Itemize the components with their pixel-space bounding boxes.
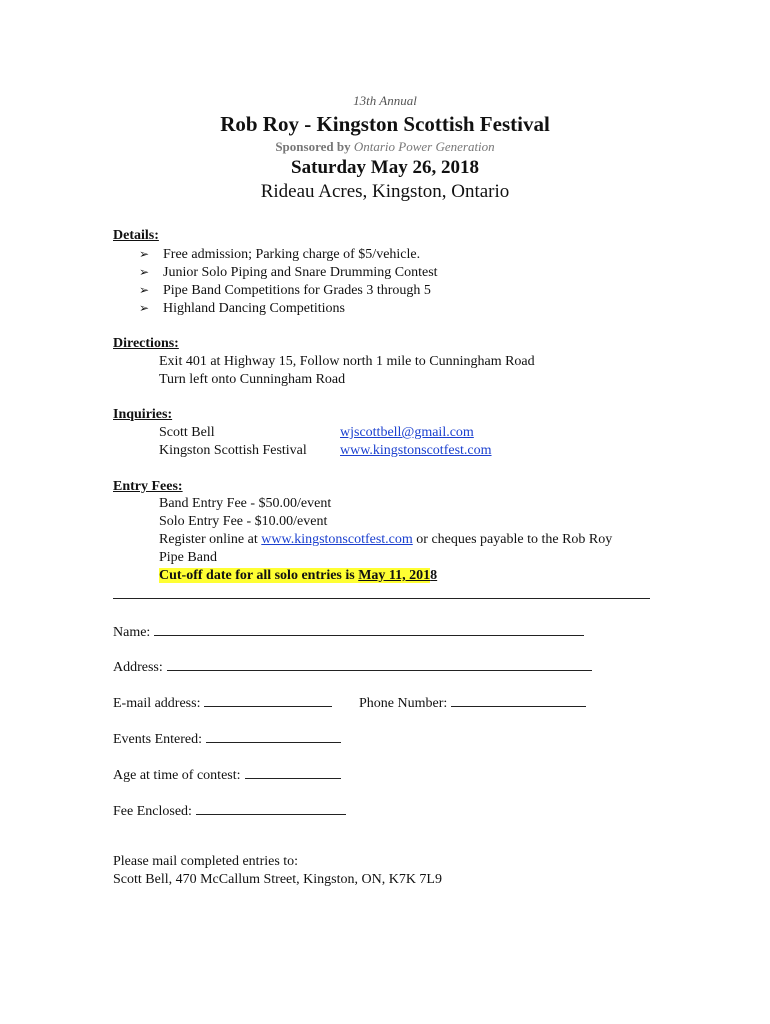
events-field[interactable] xyxy=(206,728,341,743)
inquiries-heading: Inquiries: xyxy=(113,407,173,422)
page-title: Rob Roy - Kingston Scottish Festival xyxy=(220,112,550,136)
arrow-bullet-icon: ➢ xyxy=(139,265,150,279)
section-divider xyxy=(113,598,650,599)
register-prefix: Register online at xyxy=(159,532,258,547)
details-item-text: Pipe Band Competitions for Grades 3 through 5 xyxy=(163,283,431,298)
age-field[interactable] xyxy=(245,764,341,779)
fee-row xyxy=(113,800,346,820)
email-field[interactable] xyxy=(204,692,332,707)
details-item xyxy=(139,299,345,318)
details-item xyxy=(139,263,438,282)
details-item xyxy=(139,281,431,300)
email-row xyxy=(113,692,332,712)
phone-row xyxy=(359,692,586,712)
cutoff-notice xyxy=(159,567,437,585)
arrow-bullet-icon: ➢ xyxy=(139,301,150,315)
details-item-text: Junior Solo Piping and Snare Drumming Contest xyxy=(163,265,438,280)
sponsor-line xyxy=(0,139,770,155)
edition-label: 13th Annual xyxy=(353,93,417,108)
mailing-instruction: Please mail completed entries to: xyxy=(113,854,299,869)
arrow-bullet-icon: ➢ xyxy=(139,283,150,297)
age-row xyxy=(113,764,341,784)
address-field[interactable] xyxy=(167,656,592,671)
events-row xyxy=(113,728,341,748)
name-label: Name: xyxy=(113,625,151,640)
details-item-text: Highland Dancing Competitions xyxy=(163,301,345,316)
email-link[interactable]: wjscottbell@gmail.com xyxy=(340,425,474,440)
directions-heading: Directions: xyxy=(113,336,179,351)
fee-label: Fee Enclosed: xyxy=(113,804,192,819)
sponsor-name: Ontario Power Generation xyxy=(353,139,495,154)
cutoff-date: May 11, 201 xyxy=(358,568,431,583)
email-label: E-mail address: xyxy=(113,696,201,711)
directions-line: Turn left onto Cunningham Road xyxy=(159,372,346,387)
details-item xyxy=(139,245,420,264)
cutoff-date-tail: 8 xyxy=(430,568,438,583)
age-label: Age at time of contest: xyxy=(113,768,241,783)
name-field[interactable] xyxy=(154,621,584,636)
address-label: Address: xyxy=(113,660,163,675)
phone-label: Phone Number: xyxy=(359,696,448,711)
mailing-address: Scott Bell, 470 McCallum Street, Kingston, ON, K7K 7L9 xyxy=(113,872,442,887)
arrow-bullet-icon: ➢ xyxy=(139,247,150,261)
website-link[interactable]: www.kingstonscotfest.com xyxy=(340,443,492,458)
name-row xyxy=(113,621,584,641)
contact-name: Kingston Scottish Festival xyxy=(159,443,307,458)
phone-field[interactable] xyxy=(451,692,586,707)
contact-name: Scott Bell xyxy=(159,425,215,440)
directions-line: Exit 401 at Highway 15, Follow north 1 mile to Cunningham Road xyxy=(159,354,535,369)
event-venue: Rideau Acres, Kingston, Ontario xyxy=(260,181,510,202)
address-row xyxy=(113,656,592,676)
register-website-link[interactable]: www.kingstonscotfest.com xyxy=(261,532,413,547)
events-label: Events Entered: xyxy=(113,732,203,747)
register-suffix: or cheques payable to the Rob Roy xyxy=(416,532,613,547)
event-date: Saturday May 26, 2018 xyxy=(291,157,479,178)
sponsored-by-label: Sponsored by xyxy=(275,139,351,154)
details-item-text: Free admission; Parking charge of $5/vehicle. xyxy=(163,247,421,262)
register-line-2: Pipe Band xyxy=(159,550,217,565)
solo-fee: Solo Entry Fee - $10.00/event xyxy=(159,514,328,529)
band-fee: Band Entry Fee - $50.00/event xyxy=(159,496,332,511)
cutoff-prefix: Cut-off date for all solo entries is xyxy=(159,568,355,583)
entry-fees-heading: Entry Fees: xyxy=(113,479,183,494)
register-line xyxy=(159,531,612,549)
details-heading: Details: xyxy=(113,228,159,243)
fee-field[interactable] xyxy=(196,800,346,815)
